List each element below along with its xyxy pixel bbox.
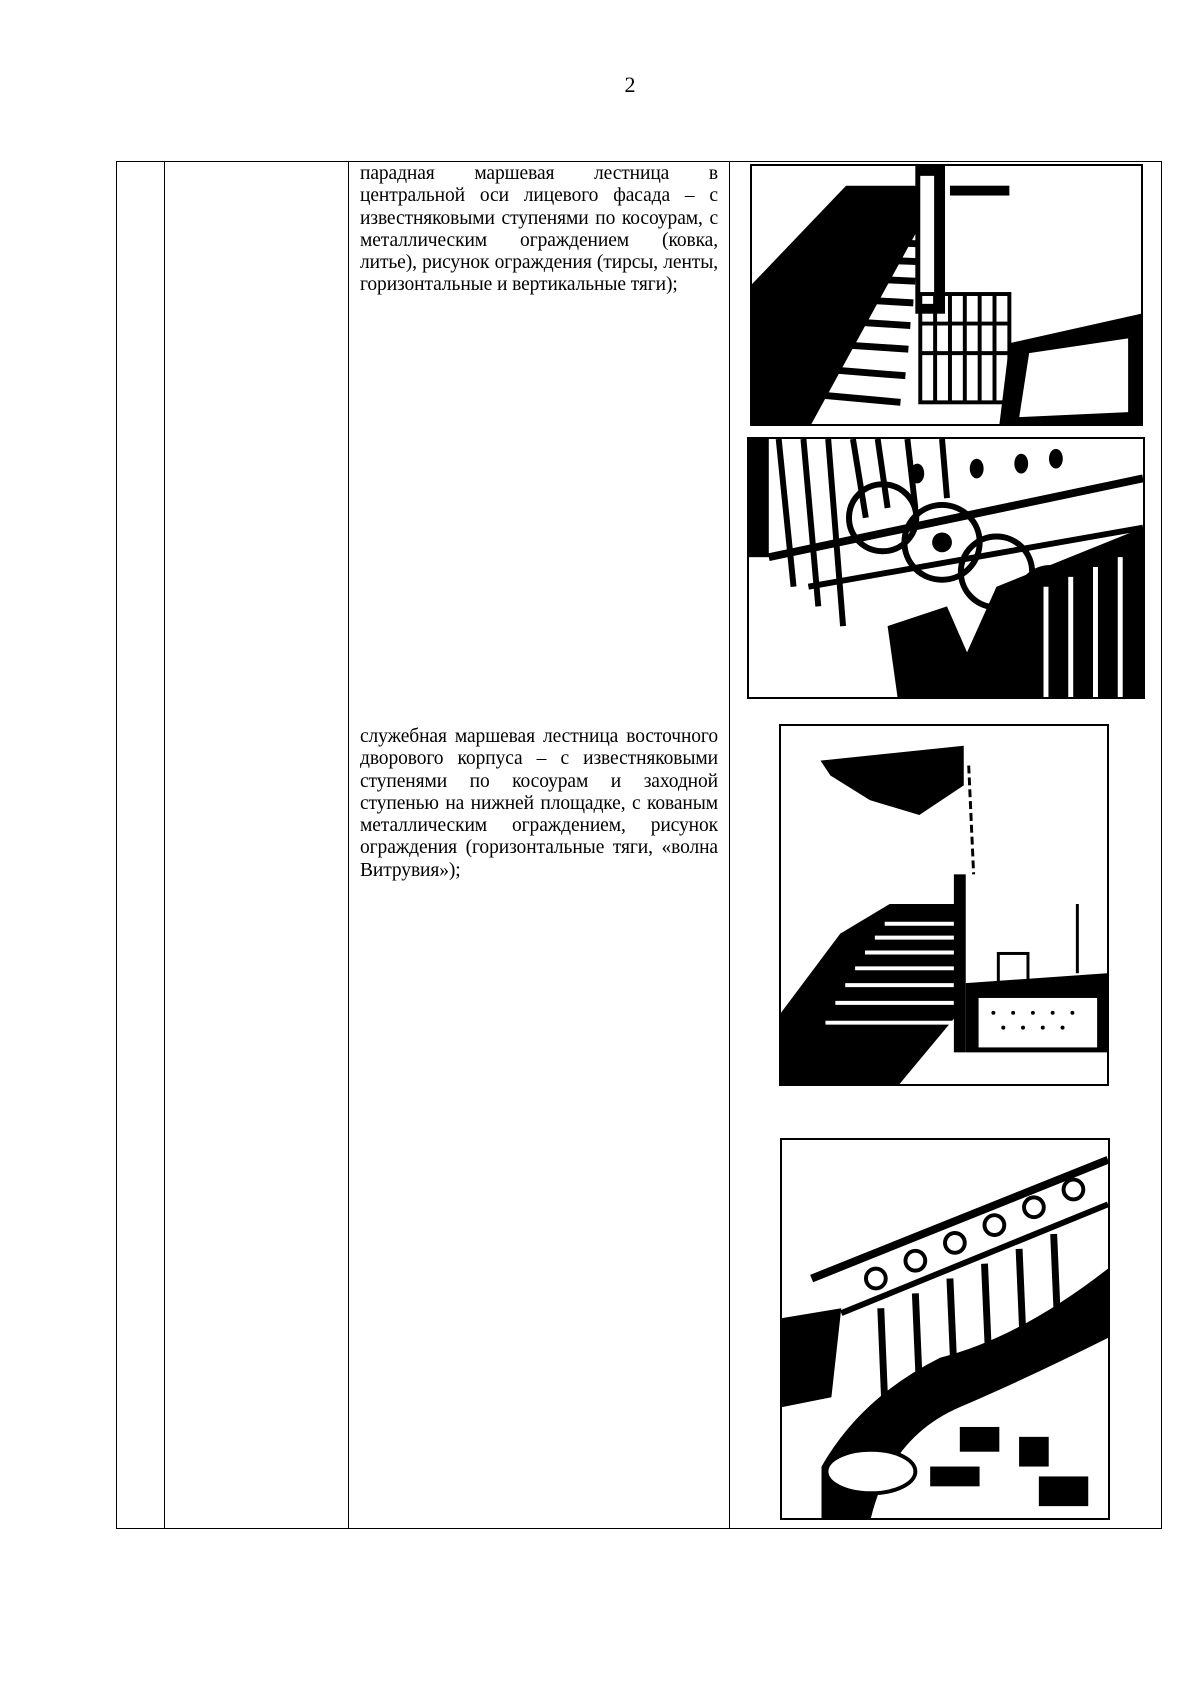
photo-service-stair-railing-wave	[780, 1138, 1110, 1520]
photo-main-stair-railing-rings	[747, 437, 1145, 699]
photo-main-stair-flight	[750, 164, 1143, 426]
table-column-divider	[729, 162, 730, 1528]
railing-wave-image	[782, 1140, 1108, 1518]
page-number: 2	[624, 72, 636, 97]
table-column-divider	[348, 162, 349, 1528]
table-column-divider	[164, 162, 165, 1528]
description-main-staircase: парадная маршевая лестница в центральной оси лицевого фасада – с известняковыми ступенями по косоурам, с металлическим ограждением (ковка, литье), рисунок ограждения (тирсы, ленты, горизонтальные и вертикальные тяги);	[360, 163, 718, 296]
railing-rings-image	[749, 439, 1143, 697]
stair-flight-image	[752, 166, 1141, 424]
description-service-staircase: служебная маршевая лестница восточного дворового корпуса – с известняковыми ступенями по косоурам и заходной ступенью на нижней площадке, с кованым металлическим ограждением, рисунок ограждения (горизонтальные тяги, «волна Витрувия»);	[360, 726, 718, 881]
photo-service-stair-flight	[779, 724, 1109, 1086]
service-stair-image	[781, 726, 1107, 1084]
